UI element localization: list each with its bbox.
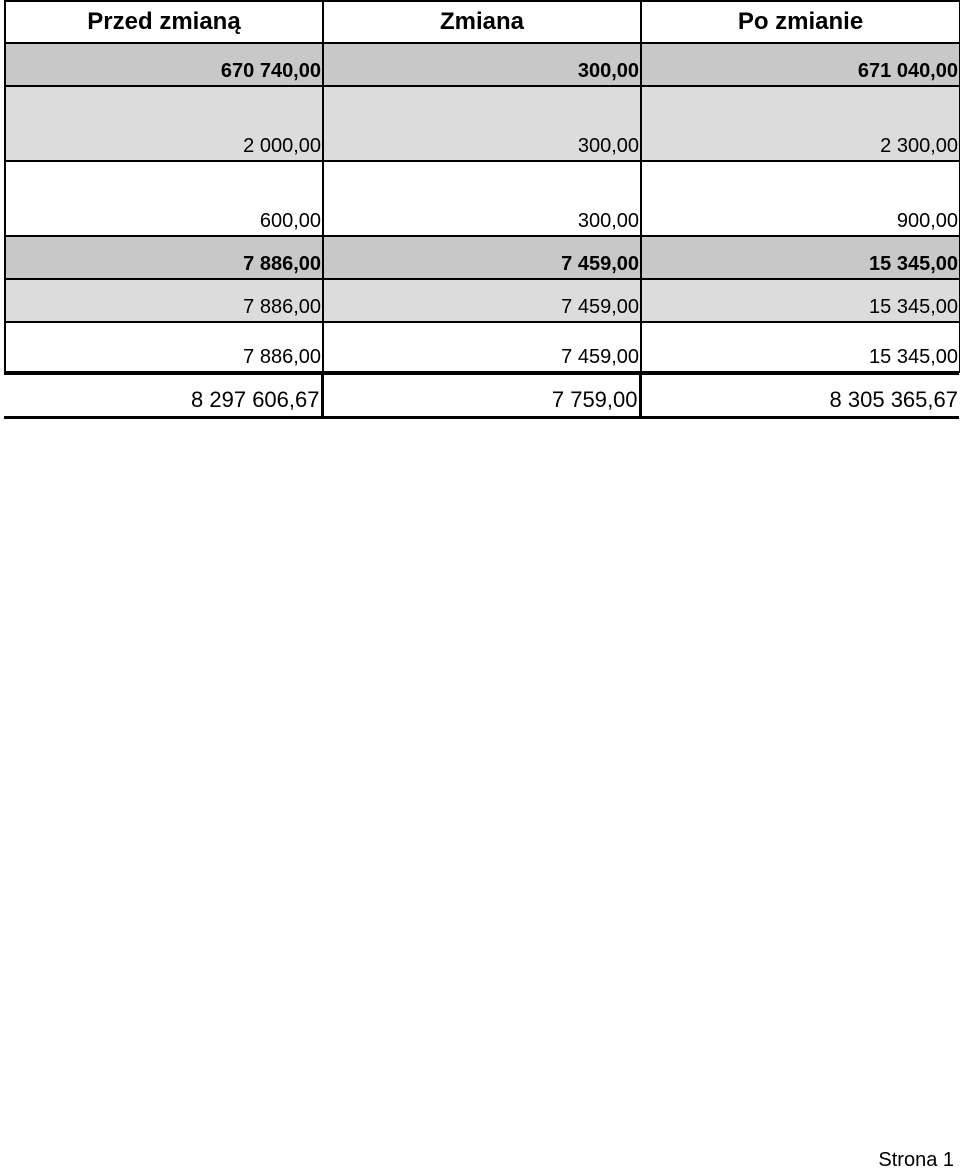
cell-after: 900,00 [641,161,960,236]
table-row [5,43,960,86]
cell-before: 2 000,00 [5,86,323,161]
total-before: 8 297 606,67 [4,374,322,418]
page-number: Strona 1 [878,1149,954,1171]
cell-change: 300,00 [323,86,641,161]
cell-before: 7 886,00 [5,322,323,372]
total-after: 8 305 365,67 [640,374,959,418]
totals-row [4,374,959,418]
table-row [5,322,960,372]
column-header-after: Po zmianie [641,1,960,43]
cell-change: 300,00 [323,43,641,86]
cell-after: 15 345,00 [641,322,960,372]
cell-after: 671 040,00 [641,43,960,86]
cell-before: 7 886,00 [5,236,323,279]
cell-change: 7 459,00 [323,279,641,322]
budget-table [4,0,960,373]
column-header-before: Przed zmianą [5,1,323,43]
column-header-change: Zmiana [323,1,641,43]
total-change: 7 759,00 [322,374,640,418]
table-row [5,236,960,279]
cell-after: 15 345,00 [641,236,960,279]
cell-after: 2 300,00 [641,86,960,161]
totals-section [4,372,959,419]
cell-change: 7 459,00 [323,236,641,279]
cell-before: 7 886,00 [5,279,323,322]
cell-before: 670 740,00 [5,43,323,86]
totals-table [4,372,959,419]
cell-before: 600,00 [5,161,323,236]
cell-change: 300,00 [323,161,641,236]
header-row [5,1,960,43]
table-row [5,279,960,322]
table-row [5,161,960,236]
table-row [5,86,960,161]
cell-after: 15 345,00 [641,279,960,322]
budget-sheet [4,0,959,373]
cell-change: 7 459,00 [323,322,641,372]
